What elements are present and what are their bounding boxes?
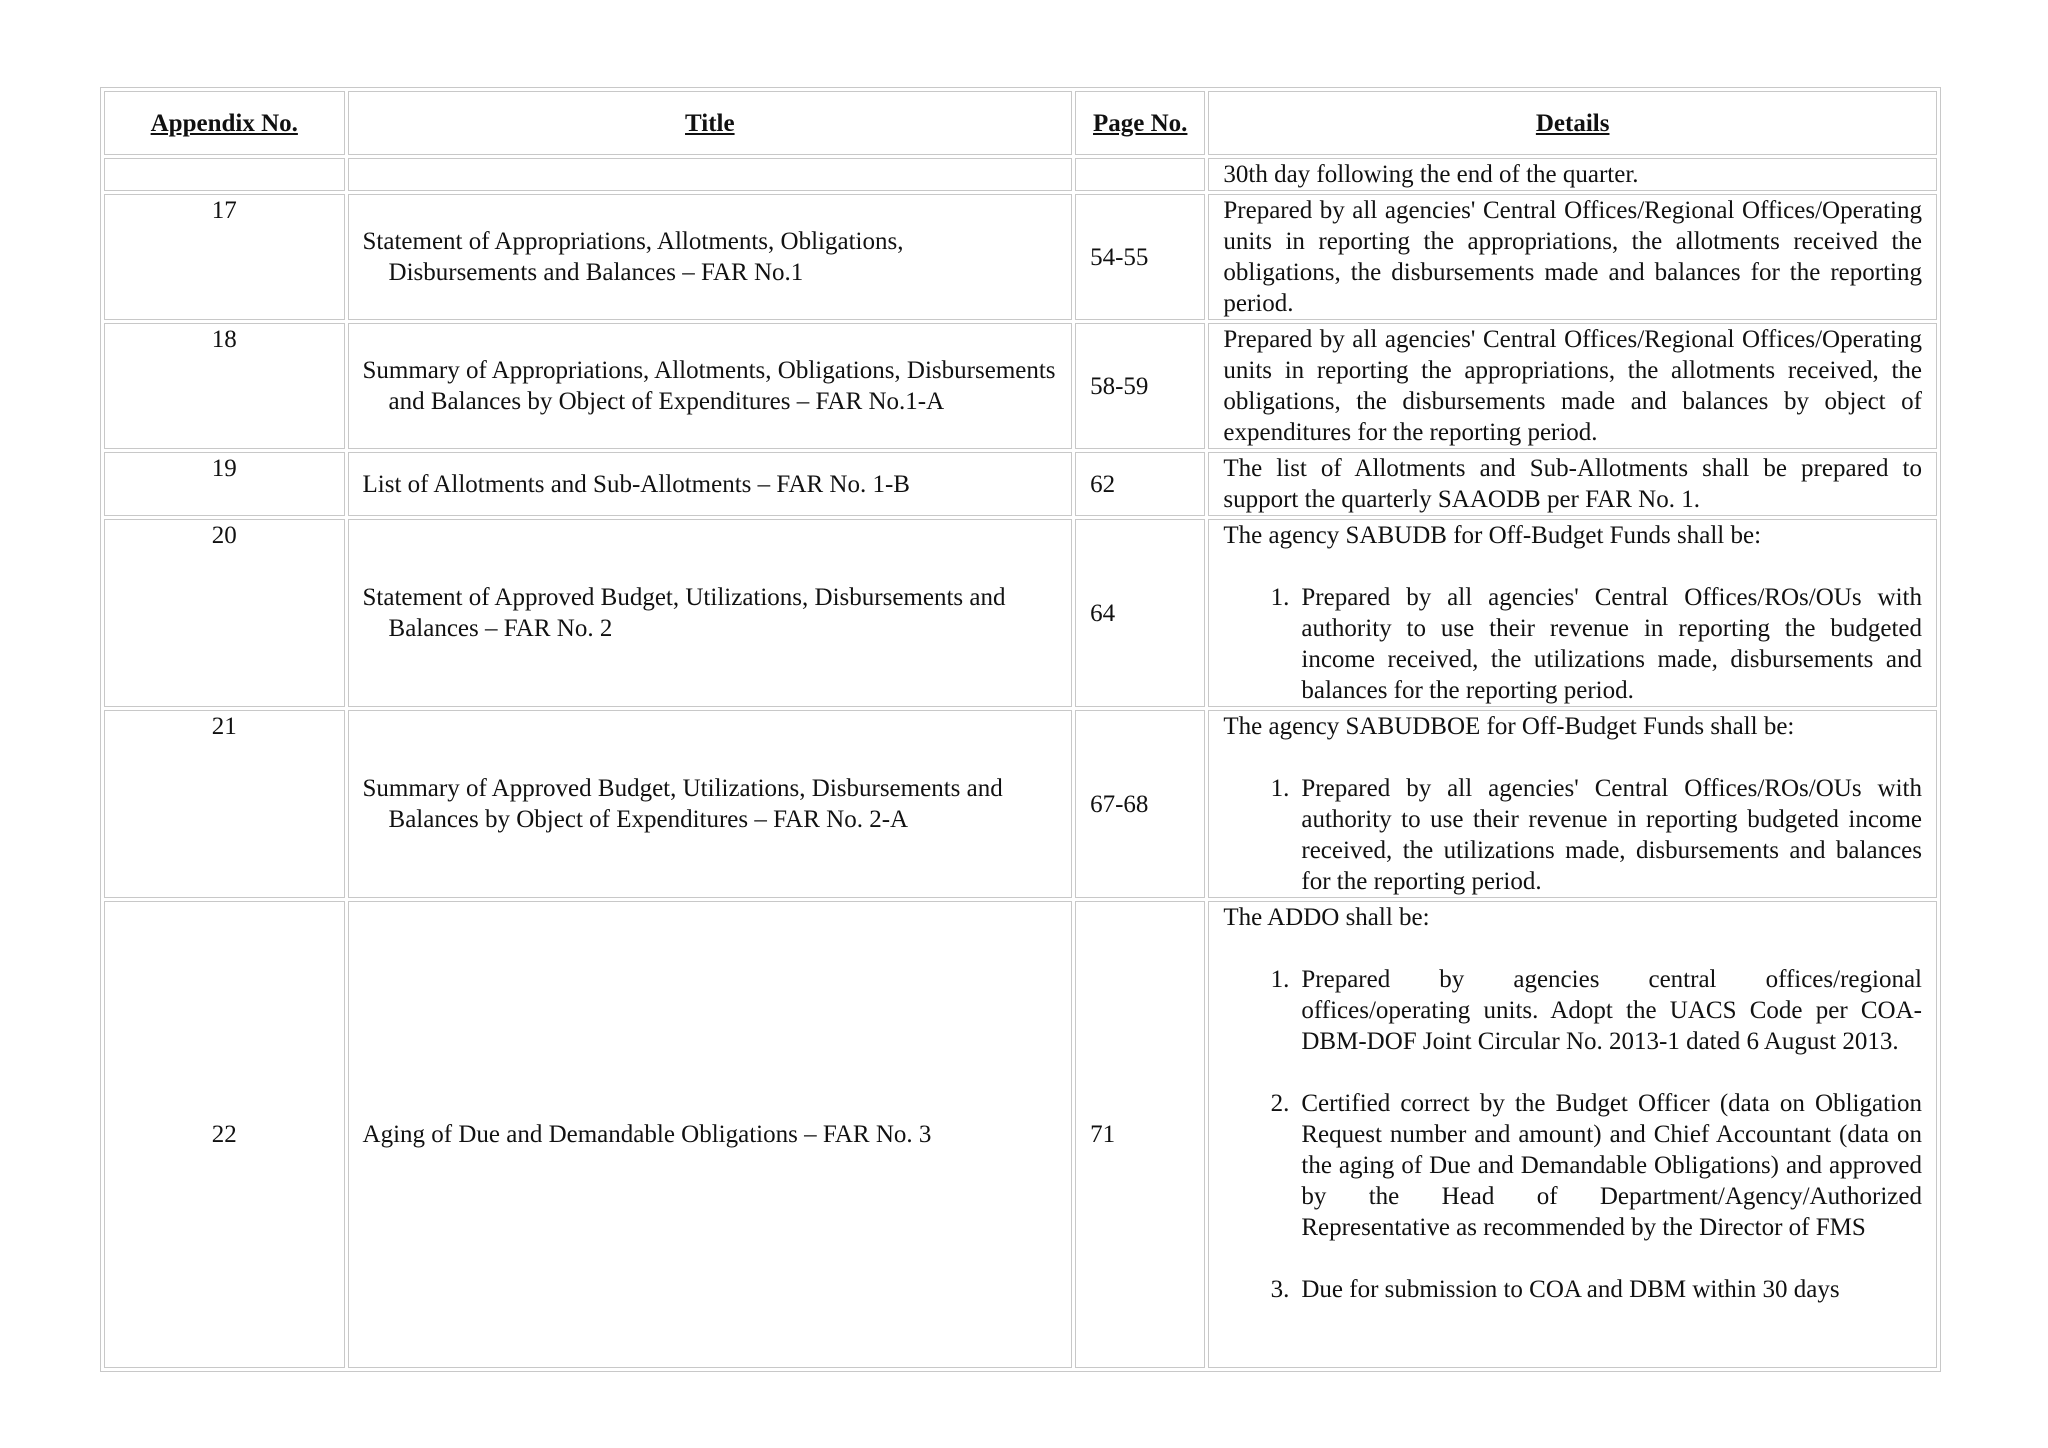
header-appendix-no: Appendix No. xyxy=(104,91,345,155)
header-title: Title xyxy=(348,91,1073,155)
cell-page-no: 67-68 xyxy=(1075,710,1205,898)
details-list xyxy=(1223,964,1922,1305)
cell-page-no: 64 xyxy=(1075,519,1205,707)
list-item xyxy=(1223,1088,1922,1243)
list-item-number: 3. xyxy=(1270,1276,1290,1303)
cell-details xyxy=(1208,901,1937,1368)
cell-page-no xyxy=(1075,158,1205,191)
cell-page-no: 58-59 xyxy=(1075,323,1205,449)
title-text: List of Allotments and Sub-Allotments – FAR No. 1-B xyxy=(362,470,910,498)
cell-details: The list of Allotments and Sub-Allotments shall be prepared to support the quarterly SAAODB per FAR No. 1. xyxy=(1208,452,1937,516)
details-intro: The agency SABUDBOE for Off-Budget Funds shall be: xyxy=(1223,713,1795,740)
cell-appendix-no: 18 xyxy=(104,323,345,449)
cell-details xyxy=(1208,710,1937,898)
cell-page-no: 54-55 xyxy=(1075,194,1205,320)
cell-appendix-no xyxy=(104,158,345,191)
list-item-text: Due for submission to COA and DBM within 30 days xyxy=(1301,1276,1840,1303)
header-page-no: Page No. xyxy=(1075,91,1205,155)
list-item-number: 1. xyxy=(1270,584,1290,611)
header-details: Details xyxy=(1208,91,1937,155)
cell-details: 30th day following the end of the quarter. xyxy=(1208,158,1937,191)
title-text: Summary of Approved Budget, Utilizations, Disbursements and Balances by Object of Expenditures – FAR No. 2-A xyxy=(362,775,1003,833)
cell-title xyxy=(348,901,1073,1368)
list-item xyxy=(1223,582,1922,706)
details-intro: The ADDO shall be: xyxy=(1223,904,1430,931)
cell-title xyxy=(348,158,1073,191)
list-item-number: 1. xyxy=(1270,966,1290,993)
details-intro: The agency SABUDB for Off-Budget Funds shall be: xyxy=(1223,522,1762,549)
title-text: Summary of Appropriations, Allotments, Obligations, Disbursements and Balances by Object of Expenditures – FAR No.1-A xyxy=(362,357,1056,415)
list-item-text: Prepared by all agencies' Central Offices/ROs/OUs with authority to use their revenue in reporting the budgeted income received, the utilizations made, disbursements and balances for the reporting period. xyxy=(1301,584,1922,704)
list-item-text: Prepared by all agencies' Central Offices/ROs/OUs with authority to use their revenue in reporting budgeted income received, the utilizations made, disbursements and balances for the reporting period. xyxy=(1301,775,1922,895)
details-list xyxy=(1223,582,1922,706)
cell-title xyxy=(348,194,1073,320)
cell-title xyxy=(348,710,1073,898)
list-item xyxy=(1223,1274,1922,1305)
cell-appendix-no: 17 xyxy=(104,194,345,320)
table-row xyxy=(104,452,1937,516)
table-row xyxy=(104,710,1937,898)
cell-page-no: 62 xyxy=(1075,452,1205,516)
list-item-text: Prepared by agencies central offices/regional offices/operating units. Adopt the UACS Code per COA-DBM-DOF Joint Circular No. 2013-1 dated 6 August 2013. xyxy=(1301,966,1922,1055)
table-row xyxy=(104,519,1937,707)
list-item xyxy=(1223,773,1922,897)
appendix-table xyxy=(100,87,1941,1372)
cell-details xyxy=(1208,519,1937,707)
table-row xyxy=(104,323,1937,449)
cell-appendix-no: 20 xyxy=(104,519,345,707)
list-item xyxy=(1223,964,1922,1057)
details-list xyxy=(1223,773,1922,897)
cell-details: Prepared by all agencies' Central Offices/Regional Offices/Operating units in reporting the appropriations, the allotments received, the obligations, the disbursements made and balances by object of expenditures for the reporting period. xyxy=(1208,323,1937,449)
cell-title xyxy=(348,452,1073,516)
header-row xyxy=(104,91,1937,155)
cell-details: Prepared by all agencies' Central Offices/Regional Offices/Operating units in reporting the appropriations, the allotments received the obligations, the disbursements made and balances for the reporting period. xyxy=(1208,194,1937,320)
cell-appendix-no: 21 xyxy=(104,710,345,898)
list-item-number: 1. xyxy=(1270,775,1290,802)
table-row xyxy=(104,194,1937,320)
title-text: Statement of Appropriations, Allotments, Obligations, Disbursements and Balances – FAR No.1 xyxy=(362,228,904,286)
cell-title xyxy=(348,519,1073,707)
title-text: Statement of Approved Budget, Utilizations, Disbursements and Balances – FAR No. 2 xyxy=(362,584,1006,642)
cell-appendix-no: 22 xyxy=(104,901,345,1368)
cell-appendix-no: 19 xyxy=(104,452,345,516)
table-row xyxy=(104,901,1937,1368)
table-row-continuation xyxy=(104,158,1937,191)
title-text: Aging of Due and Demandable Obligations – FAR No. 3 xyxy=(362,1121,932,1148)
list-item-text: Certified correct by the Budget Officer (data on Obligation Request number and amount) and Chief Accountant (data on the aging of Due and Demandable Obligations) and approved by the Head of Department/Agency/Authorized Representative as recommended by the Director of FMS xyxy=(1301,1090,1922,1241)
cell-page-no: 71 xyxy=(1075,901,1205,1368)
list-item-number: 2. xyxy=(1270,1090,1290,1117)
cell-title xyxy=(348,323,1073,449)
